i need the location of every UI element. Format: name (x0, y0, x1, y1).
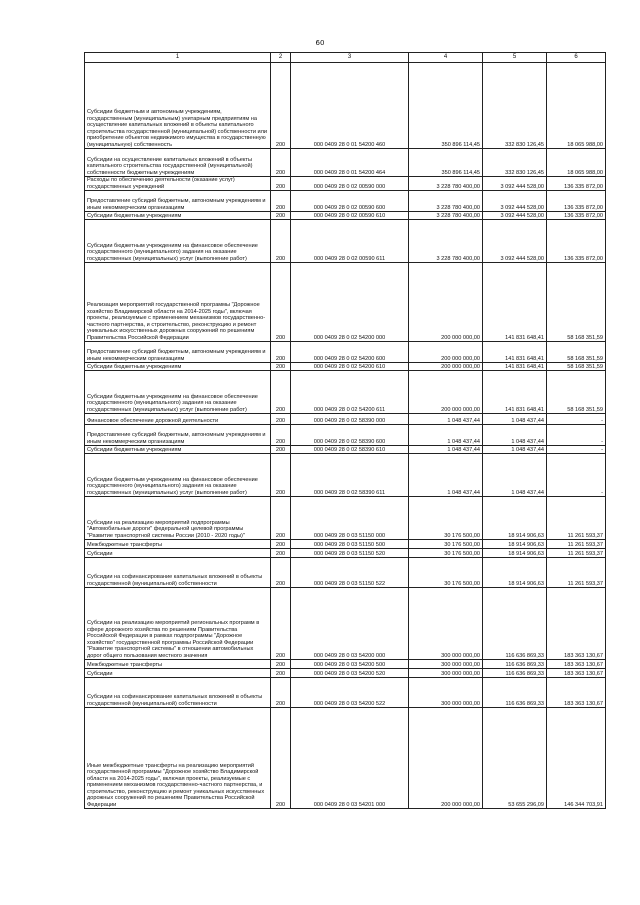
admin-code: 200 (271, 425, 291, 446)
table-row (85, 191, 606, 212)
column-header: 3 (291, 53, 409, 63)
approved-amount: 200 000 000,00 (409, 263, 483, 342)
executed-amount: 18 914 906,63 (483, 558, 547, 588)
admin-code: 200 (271, 363, 291, 371)
table-row (85, 212, 606, 220)
approved-amount: 1 048 437,44 (409, 414, 483, 425)
table-row (85, 149, 606, 177)
approved-amount: 30 176 500,00 (409, 549, 483, 558)
admin-code: 200 (271, 342, 291, 363)
budget-classification-code: 000 0409 28 0 03 54201 000 (291, 708, 409, 809)
budget-classification-code: 000 0409 28 0 02 00590 600 (291, 191, 409, 212)
admin-code: 200 (271, 212, 291, 220)
row-name: Межбюджетные трансферты (85, 660, 271, 669)
table-row (85, 414, 606, 425)
table-row (85, 588, 606, 660)
table-row (85, 371, 606, 414)
column-header: 5 (483, 53, 547, 63)
unexecuted-amount: 58 168 351,59 (547, 263, 606, 342)
admin-code: 200 (271, 549, 291, 558)
budget-classification-code: 000 0409 28 0 02 54200 611 (291, 371, 409, 414)
approved-amount: 200 000 000,00 (409, 363, 483, 371)
executed-amount: 1 048 437,44 (483, 414, 547, 425)
table-row (85, 454, 606, 497)
column-header: 1 (85, 53, 271, 63)
row-name: Финансовое обеспечение дорожной деятельности (85, 414, 271, 425)
row-name: Субсидии на софинансирование капитальных вложений в объекты государственной (муниципальной) собственности (85, 678, 271, 708)
approved-amount: 1 048 437,44 (409, 454, 483, 497)
unexecuted-amount: 183 363 130,67 (547, 669, 606, 678)
budget-classification-code: 000 0409 28 0 03 54200 000 (291, 588, 409, 660)
row-name: Субсидии (85, 549, 271, 558)
executed-amount: 116 636 869,33 (483, 660, 547, 669)
executed-amount: 141 831 648,41 (483, 342, 547, 363)
unexecuted-amount: - (547, 414, 606, 425)
budget-classification-code: 000 0409 28 0 03 51150 522 (291, 558, 409, 588)
column-header: 6 (547, 53, 606, 63)
unexecuted-amount: 183 363 130,67 (547, 588, 606, 660)
admin-code: 200 (271, 669, 291, 678)
column-header: 2 (271, 53, 291, 63)
budget-classification-code: 000 0409 28 0 03 54200 500 (291, 660, 409, 669)
admin-code: 200 (271, 558, 291, 588)
unexecuted-amount: 18 065 988,00 (547, 63, 606, 149)
table-row (85, 425, 606, 446)
approved-amount: 300 000 000,00 (409, 588, 483, 660)
budget-classification-code: 000 0409 28 0 03 54200 520 (291, 669, 409, 678)
admin-code: 200 (271, 177, 291, 191)
executed-amount: 141 831 648,41 (483, 263, 547, 342)
admin-code: 200 (271, 678, 291, 708)
budget-table (84, 52, 606, 809)
budget-classification-code: 000 0409 28 0 02 58390 611 (291, 454, 409, 497)
budget-classification-code: 000 0409 28 0 02 54200 000 (291, 263, 409, 342)
column-header: 4 (409, 53, 483, 63)
approved-amount: 200 000 000,00 (409, 371, 483, 414)
row-name: Предоставление субсидий бюджетным, автономным учреждениям и иным некоммерческим организациям (85, 425, 271, 446)
table-row (85, 669, 606, 678)
executed-amount: 332 830 126,45 (483, 63, 547, 149)
unexecuted-amount: 11 261 593,37 (547, 497, 606, 540)
admin-code: 200 (271, 63, 291, 149)
approved-amount: 30 176 500,00 (409, 497, 483, 540)
executed-amount: 1 048 437,44 (483, 454, 547, 497)
executed-amount: 141 831 648,41 (483, 371, 547, 414)
admin-code: 200 (271, 446, 291, 454)
executed-amount: 1 048 437,44 (483, 425, 547, 446)
unexecuted-amount: 136 335 872,00 (547, 212, 606, 220)
approved-amount: 3 228 780 400,00 (409, 220, 483, 263)
row-name: Предоставление субсидий бюджетным, автономным учреждениям и иным некоммерческим организациям (85, 342, 271, 363)
table-row (85, 708, 606, 809)
admin-code: 200 (271, 220, 291, 263)
table-row (85, 363, 606, 371)
budget-classification-code: 000 0409 28 0 02 54200 610 (291, 363, 409, 371)
row-name: Субсидии бюджетным учреждениям на финансовое обеспечение государственного (муниципального) задания на оказание государственных (муниципальных) услуг (выполнение работ) (85, 454, 271, 497)
unexecuted-amount: 136 335 872,00 (547, 220, 606, 263)
executed-amount: 116 636 869,33 (483, 669, 547, 678)
row-name: Субсидии на реализацию мероприятий подпрограммы "Автомобильные дороги" федеральной целевой программы "Развитие транспортной системы России (2010 - 2020 годы)" (85, 497, 271, 540)
row-name: Субсидии бюджетным учреждениям на финансовое обеспечение государственного (муниципального) задания на оказание государственных (муниципальных) услуг (выполнение работ) (85, 371, 271, 414)
row-name: Субсидии бюджетным учреждениям на финансовое обеспечение государственного (муниципального) задания на оказание государственных (муниципальных) услуг (выполнение работ) (85, 220, 271, 263)
page-number: 60 (315, 39, 325, 47)
admin-code: 200 (271, 191, 291, 212)
budget-classification-code: 000 0409 28 0 02 54200 600 (291, 342, 409, 363)
unexecuted-amount: 58 168 351,59 (547, 342, 606, 363)
executed-amount: 116 636 869,33 (483, 678, 547, 708)
executed-amount: 116 636 869,33 (483, 588, 547, 660)
approved-amount: 300 000 000,00 (409, 678, 483, 708)
executed-amount: 3 092 444 528,00 (483, 212, 547, 220)
row-name: Субсидии бюджетным учреждениям (85, 212, 271, 220)
executed-amount: 141 831 648,41 (483, 363, 547, 371)
budget-classification-code: 000 0409 28 0 02 00590 610 (291, 212, 409, 220)
table-row (85, 177, 606, 191)
executed-amount: 3 092 444 528,00 (483, 191, 547, 212)
admin-code: 200 (271, 540, 291, 549)
approved-amount: 350 896 114,45 (409, 63, 483, 149)
executed-amount: 18 914 906,63 (483, 549, 547, 558)
table-row (85, 220, 606, 263)
approved-amount: 350 896 114,45 (409, 149, 483, 177)
approved-amount: 30 176 500,00 (409, 558, 483, 588)
executed-amount: 18 914 906,63 (483, 540, 547, 549)
budget-classification-code: 000 0409 28 0 02 00590 000 (291, 177, 409, 191)
row-name: Субсидии (85, 669, 271, 678)
budget-classification-code: 000 0409 28 0 03 51150 000 (291, 497, 409, 540)
row-name: Субсидии бюджетным и автономным учреждениям, государственным (муниципальным) унитарным предприятиям на осуществление капитальных вложений в объекты капитального строительства государственной (муниципальной) собственности или приобретение объектов недвижимого имущества в государственную (муниципальную) собственность (85, 63, 271, 149)
unexecuted-amount: 58 168 351,59 (547, 371, 606, 414)
approved-amount: 3 228 780 400,00 (409, 212, 483, 220)
executed-amount: 18 914 906,63 (483, 497, 547, 540)
table-row (85, 342, 606, 363)
approved-amount: 30 176 500,00 (409, 540, 483, 549)
executed-amount: 53 655 296,09 (483, 708, 547, 809)
unexecuted-amount: 11 261 593,37 (547, 549, 606, 558)
unexecuted-amount: 58 168 351,59 (547, 363, 606, 371)
executed-amount: 1 048 437,44 (483, 446, 547, 454)
table-row (85, 660, 606, 669)
unexecuted-amount: 136 335 872,00 (547, 191, 606, 212)
admin-code: 200 (271, 263, 291, 342)
unexecuted-amount: 183 363 130,67 (547, 678, 606, 708)
admin-code: 200 (271, 371, 291, 414)
approved-amount: 300 000 000,00 (409, 669, 483, 678)
row-name: Субсидии на софинансирование капитальных вложений в объекты государственной (муниципальной) собственности (85, 558, 271, 588)
unexecuted-amount: - (547, 446, 606, 454)
row-name: Расходы по обеспечению деятельности (оказание услуг) государственных учреждений (85, 177, 271, 191)
admin-code: 200 (271, 588, 291, 660)
row-name: Субсидии на осуществление капитальных вложений в объекты капитального строительства государственной (муниципальной) собственности бюджетным учреждениям (85, 149, 271, 177)
admin-code: 200 (271, 497, 291, 540)
row-name: Субсидии бюджетным учреждениям (85, 363, 271, 371)
table-row (85, 263, 606, 342)
table-row (85, 540, 606, 549)
row-name: Иные межбюджетные трансферты на реализацию мероприятий государственной программы "Дорожное хозяйство Владимирской области на 2014-2025 годы", включая проекты, реализуемые с применением механизмов государственно-частного партнерства, и строительство, реконструкцию и ремонт уникальных искусственных дорожных сооружений по решениям Правительства Российской Федерации (85, 708, 271, 809)
approved-amount: 3 228 780 400,00 (409, 191, 483, 212)
executed-amount: 3 092 444 528,00 (483, 177, 547, 191)
budget-classification-code: 000 0409 28 0 03 51150 520 (291, 549, 409, 558)
unexecuted-amount: 11 261 593,37 (547, 558, 606, 588)
table-row (85, 558, 606, 588)
table-row (85, 446, 606, 454)
admin-code: 200 (271, 708, 291, 809)
unexecuted-amount: 146 344 703,91 (547, 708, 606, 809)
budget-classification-code: 000 0409 28 0 02 58390 000 (291, 414, 409, 425)
unexecuted-amount: 136 335 872,00 (547, 177, 606, 191)
row-name: Межбюджетные трансферты (85, 540, 271, 549)
table-row (85, 497, 606, 540)
approved-amount: 3 228 780 400,00 (409, 177, 483, 191)
unexecuted-amount: - (547, 425, 606, 446)
budget-classification-code: 000 0409 28 0 03 54200 522 (291, 678, 409, 708)
approved-amount: 1 048 437,44 (409, 446, 483, 454)
approved-amount: 1 048 437,44 (409, 425, 483, 446)
budget-classification-code: 000 0409 28 0 01 54200 460 (291, 63, 409, 149)
table-row (85, 549, 606, 558)
admin-code: 200 (271, 454, 291, 497)
row-name: Предоставление субсидий бюджетным, автономным учреждениям и иным некоммерческим организациям (85, 191, 271, 212)
budget-classification-code: 000 0409 28 0 02 58390 610 (291, 446, 409, 454)
table-header-row (85, 53, 606, 63)
approved-amount: 300 000 000,00 (409, 660, 483, 669)
row-name: Субсидии на реализацию мероприятий региональных программ в сфере дорожного хозяйства по решениям Правительства Российской Федерации в рамках подпрограммы "Дорожное хозяйство" государственной программы Российской Федерации "Развитие транспортной системы" в отношении автомобильных дорог общего пользования местного значения (85, 588, 271, 660)
admin-code: 200 (271, 660, 291, 669)
approved-amount: 200 000 000,00 (409, 342, 483, 363)
unexecuted-amount: 183 363 130,67 (547, 660, 606, 669)
unexecuted-amount: 11 261 593,37 (547, 540, 606, 549)
row-name: Субсидии бюджетным учреждениям (85, 446, 271, 454)
row-name: Реализация мероприятий государственной программы "Дорожное хозяйство Владимирской области на 2014-2025 годы", включая проекты, реализуемые с применением механизмов государственно-частного партнерства, и строительство, реконструкцию и ремонт уникальных искусственных дорожных сооружений по решениям Правительства Российской Федерации (85, 263, 271, 342)
budget-classification-code: 000 0409 28 0 02 00590 611 (291, 220, 409, 263)
approved-amount: 200 000 000,00 (409, 708, 483, 809)
budget-classification-code: 000 0409 28 0 02 58390 600 (291, 425, 409, 446)
table-row (85, 63, 606, 149)
budget-classification-code: 000 0409 28 0 03 51150 500 (291, 540, 409, 549)
executed-amount: 332 830 126,45 (483, 149, 547, 177)
table-body (85, 63, 606, 809)
budget-classification-code: 000 0409 28 0 01 54200 464 (291, 149, 409, 177)
admin-code: 200 (271, 414, 291, 425)
executed-amount: 3 092 444 528,00 (483, 220, 547, 263)
unexecuted-amount: - (547, 454, 606, 497)
table-row (85, 678, 606, 708)
admin-code: 200 (271, 149, 291, 177)
unexecuted-amount: 18 065 988,00 (547, 149, 606, 177)
